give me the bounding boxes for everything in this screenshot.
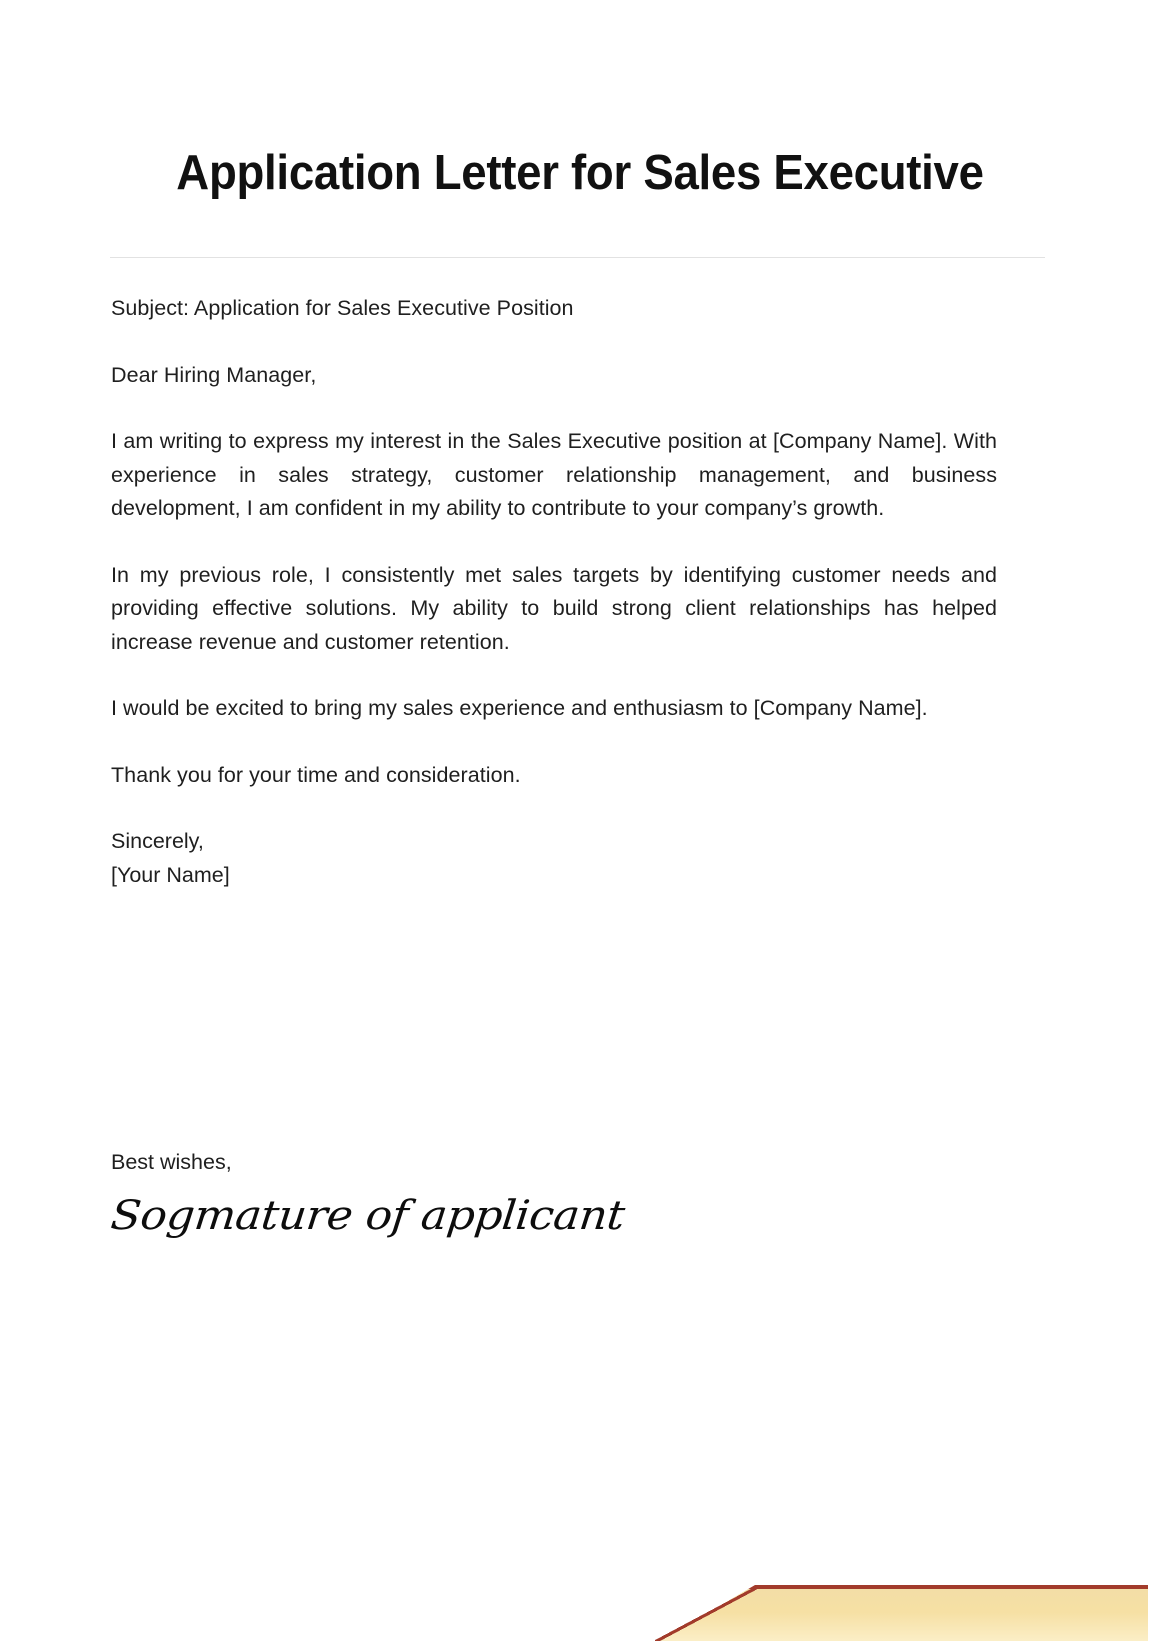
- closing-best-wishes: Best wishes,: [111, 1150, 232, 1174]
- body-paragraph-1: I am writing to express my interest in the Sales Executive position at [Company Name]. With experience in sales strategy, customer relationship management, and business development, I am confident in my ability to contribute to your company’s growth.: [111, 429, 997, 520]
- letter-body: [111, 292, 997, 892]
- closing-block: [108, 1146, 811, 1244]
- subject-line: Subject: Application for Sales Executive Position: [111, 296, 574, 320]
- body-paragraph-2: In my previous role, I consistently met sales targets by identifying customer needs and providing effective solutions. My ability to build strong client relationships has helped increase revenue and customer retention.: [111, 562, 997, 654]
- signoff-closing: Sincerely,: [111, 829, 204, 853]
- applicant-signature: Sogmature of applicant: [108, 1191, 627, 1239]
- page-title: Application Letter for Sales Executive: [176, 145, 984, 200]
- body-paragraph-3: I would be excited to bring my sales experience and enthusiasm to [Company Name].: [111, 696, 928, 720]
- title-divider: [110, 257, 1045, 258]
- decorative-corner-banner: [660, 1585, 1148, 1641]
- salutation: Dear Hiring Manager,: [111, 362, 317, 387]
- signoff-name: [Your Name]: [111, 862, 230, 887]
- body-paragraph-4: Thank you for your time and consideration.: [111, 762, 521, 787]
